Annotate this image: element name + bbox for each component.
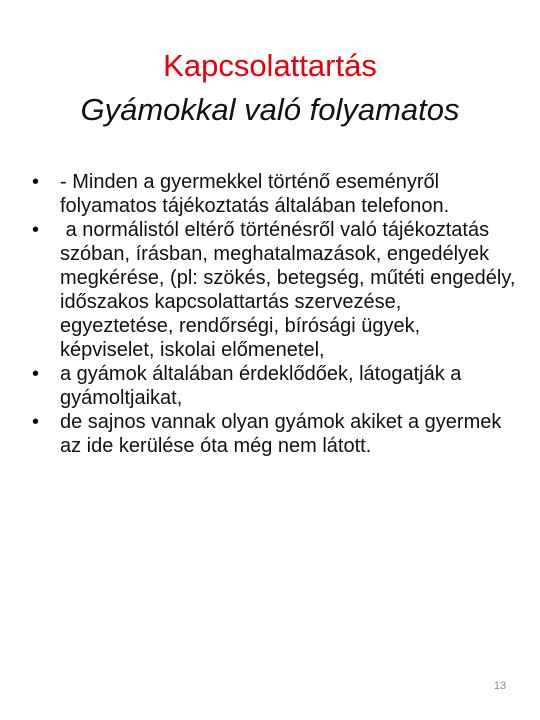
title-line-kapcsolattartas: Kapcsolattartás (163, 48, 377, 83)
bullet-item-1 (32, 170, 518, 218)
slide-title (0, 44, 540, 132)
bullet-item-2 (32, 218, 521, 362)
bullet-text: de sajnos vannak olyan gyámok akiket a gyermek az ide kerülése óta még nem látott. (60, 411, 502, 457)
page-number: 13 (493, 680, 507, 692)
bullet-marker: • (32, 171, 40, 193)
bullet-text: a gyámok általában érdeklődőek, látogatják a gyámoltjaikat, (60, 363, 462, 409)
bullet-text: - Minden a gyermekkel történő eseményről folyamatos tájékoztatás általában telefonon. (60, 171, 450, 217)
title-line-gyamokkal: Gyámokkal való folyamatos (80, 92, 460, 127)
bullet-item-4 (32, 410, 518, 458)
bullet-text: a normálistól eltérő történésről való tájékoztatás szóban, írásban, meghatalmazások, engedélyek megkérése, (pl: szökés, betegség, műtéti engedély, időszakos kapcsolattartás szervezése, egyeztetése, rendőrségi, bírósági ügyek, képviselet, iskolai előmenetel, (60, 219, 521, 361)
bullet-marker: • (32, 363, 40, 385)
bullet-marker: • (32, 219, 40, 241)
bullet-list (32, 170, 521, 458)
bullet-item-3 (32, 362, 518, 410)
bullet-marker: • (32, 411, 40, 433)
